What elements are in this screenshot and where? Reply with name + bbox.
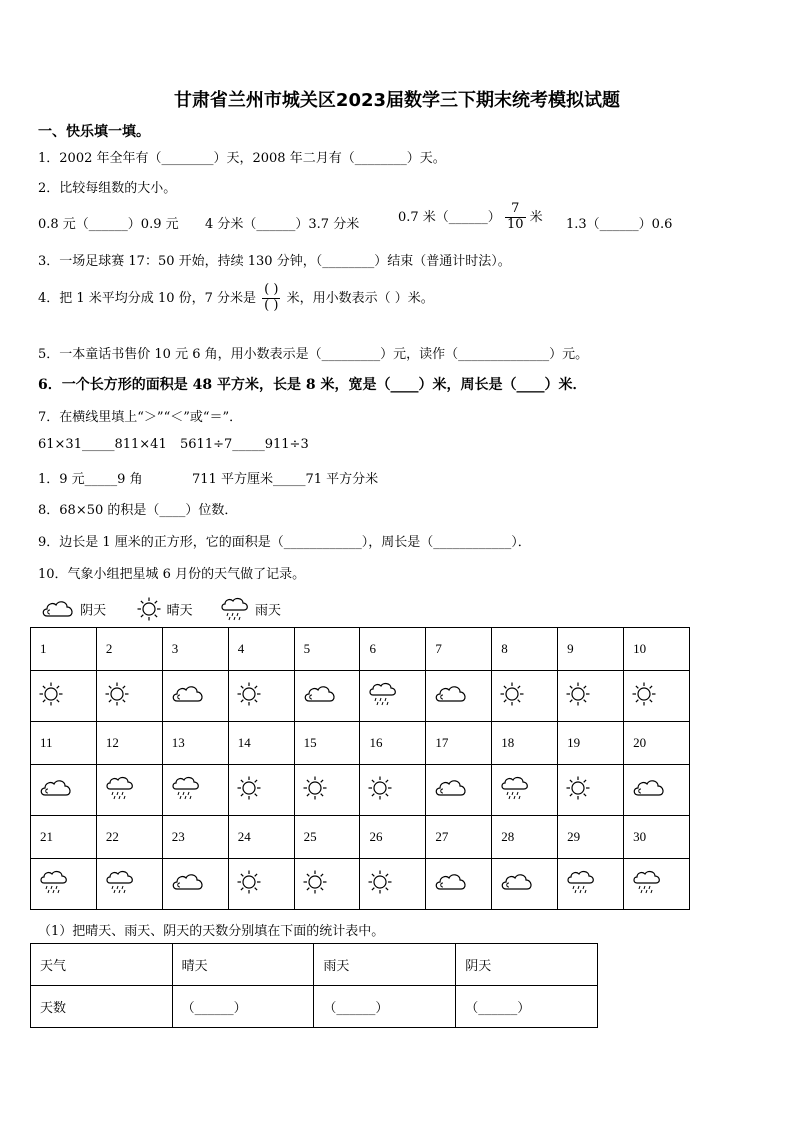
calendar-day-number: 2 xyxy=(96,628,162,671)
calendar-weather-cell xyxy=(360,859,426,910)
fraction-denominator: 10 xyxy=(506,216,524,232)
cloud-icon xyxy=(38,776,74,804)
rain-cloud-icon xyxy=(104,868,136,900)
calendar-day-number: 17 xyxy=(426,722,492,765)
table-cell: 雨天 xyxy=(314,944,456,986)
legend-cloudy-label: 阴天 xyxy=(80,603,107,619)
calendar-weather-cell xyxy=(228,765,294,816)
q2-item-b: 4 分米（______）3.7 分米 xyxy=(205,217,360,232)
rain-cloud-icon xyxy=(38,868,70,900)
calendar-day-number: 23 xyxy=(162,816,228,859)
cloud-icon xyxy=(433,776,469,804)
calendar-day-number: 19 xyxy=(558,722,624,765)
table-row xyxy=(31,986,598,1028)
calendar-day-number: 3 xyxy=(162,628,228,671)
calendar-day-number: 12 xyxy=(96,722,162,765)
sun-icon xyxy=(236,869,262,899)
cloud-icon xyxy=(170,682,206,710)
fraction-numerator: 7 xyxy=(505,202,526,218)
question-4-post: 米，用小数表示（ ）米。 xyxy=(286,290,434,306)
q2-item-c xyxy=(398,202,543,233)
question-5: 5．一本童话书售价 10 元 6 角，用小数表示是（_________）元，读作（______________）元。 xyxy=(38,347,589,362)
calendar-weather-cell xyxy=(558,765,624,816)
sub-question-1: （1）把晴天、雨天、阴天的天数分别填在下面的统计表中。 xyxy=(38,924,385,939)
sun-icon xyxy=(136,596,162,626)
answer-blank-sunny[interactable]: （______） xyxy=(172,986,314,1028)
calendar-day-number: 26 xyxy=(360,816,426,859)
calendar-weather-cell xyxy=(162,859,228,910)
calendar-day-number: 30 xyxy=(624,816,690,859)
calendar-day-number: 7 xyxy=(426,628,492,671)
sun-icon xyxy=(38,681,64,711)
table-cell: 天数 xyxy=(31,986,173,1028)
calendar-weather-cell xyxy=(162,671,228,722)
calendar-day-number: 8 xyxy=(492,628,558,671)
calendar-weather-cell xyxy=(426,765,492,816)
calendar-weather-row xyxy=(31,859,690,910)
sun-icon xyxy=(631,681,657,711)
sun-icon xyxy=(565,775,591,805)
q7-row2-b: 711 平方厘米_____71 平方分米 xyxy=(192,472,379,487)
calendar-day-number: 13 xyxy=(162,722,228,765)
table-header-row xyxy=(31,944,598,986)
calendar-weather-row xyxy=(31,671,690,722)
calendar-weather-cell xyxy=(624,859,690,910)
calendar-day-row xyxy=(31,628,690,671)
calendar-day-row xyxy=(31,816,690,859)
calendar-day-number: 14 xyxy=(228,722,294,765)
rain-cloud-icon xyxy=(104,774,136,806)
calendar-day-number: 20 xyxy=(624,722,690,765)
calendar-weather-cell xyxy=(294,765,360,816)
question-7: 7．在横线里填上“＞”“＜”或“＝”． xyxy=(38,410,243,425)
q2-item-a: 0.8 元（______）0.9 元 xyxy=(38,217,179,232)
calendar-day-number: 4 xyxy=(228,628,294,671)
calendar-day-number: 10 xyxy=(624,628,690,671)
calendar-weather-cell xyxy=(31,859,97,910)
question-1: 1．2002 年全年有（________）天，2008 年二月有（________）天。 xyxy=(38,151,446,166)
question-4 xyxy=(38,283,434,314)
calendar-day-number: 15 xyxy=(294,722,360,765)
rain-cloud-icon xyxy=(219,595,251,627)
calendar-weather-cell xyxy=(558,859,624,910)
calendar-day-row xyxy=(31,722,690,765)
calendar-weather-cell xyxy=(360,765,426,816)
calendar-weather-cell xyxy=(492,671,558,722)
question-8: 8．68×50 的积是（____）位数． xyxy=(38,503,238,518)
rain-cloud-icon xyxy=(367,680,399,712)
calendar-weather-cell xyxy=(31,765,97,816)
rain-cloud-icon xyxy=(170,774,202,806)
rain-cloud-icon xyxy=(565,868,597,900)
rain-cloud-icon xyxy=(631,868,663,900)
fraction-denominator-blank: ( ) xyxy=(264,297,279,313)
answer-blank-cloudy[interactable]: （______） xyxy=(456,986,598,1028)
calendar-day-number: 22 xyxy=(96,816,162,859)
sun-icon xyxy=(236,681,262,711)
table-cell: 天气 xyxy=(31,944,173,986)
calendar-day-number: 27 xyxy=(426,816,492,859)
sun-icon xyxy=(565,681,591,711)
sun-icon xyxy=(302,775,328,805)
question-4-pre: 4．把 1 米平均分成 10 份，7 分米是 xyxy=(38,290,257,306)
answer-blank-rainy[interactable]: （______） xyxy=(314,986,456,1028)
cloud-icon xyxy=(170,870,206,898)
calendar-weather-cell xyxy=(96,859,162,910)
q2-item-c-post: 米 xyxy=(529,209,543,225)
calendar-day-number: 24 xyxy=(228,816,294,859)
calendar-day-number: 29 xyxy=(558,816,624,859)
calendar-weather-cell xyxy=(624,765,690,816)
calendar-weather-cell xyxy=(162,765,228,816)
page-title: 甘肃省兰州市城关区2023届数学三下期末统考模拟试题 xyxy=(173,90,621,111)
calendar-weather-cell xyxy=(492,859,558,910)
calendar-day-number: 25 xyxy=(294,816,360,859)
calendar-weather-cell xyxy=(492,765,558,816)
question-10: 10．气象小组把星城 6 月份的天气做了记录。 xyxy=(38,567,306,582)
calendar-weather-cell xyxy=(31,671,97,722)
question-2: 2．比较每组数的大小。 xyxy=(38,181,177,196)
sun-icon xyxy=(104,681,130,711)
calendar-weather-cell xyxy=(426,859,492,910)
calendar-weather-row xyxy=(31,765,690,816)
sun-icon xyxy=(236,775,262,805)
fraction-blank xyxy=(262,283,280,314)
calendar-day-number: 28 xyxy=(492,816,558,859)
calendar-day-number: 21 xyxy=(31,816,97,859)
calendar-weather-cell xyxy=(558,671,624,722)
question-3: 3．一场足球赛 17：50 开始，持续 130 分钟，（________）结束（普通计时法）。 xyxy=(38,254,511,269)
sun-icon xyxy=(302,869,328,899)
calendar-day-number: 6 xyxy=(360,628,426,671)
calendar-weather-cell xyxy=(624,671,690,722)
cloud-icon xyxy=(302,682,338,710)
calendar-weather-cell xyxy=(294,671,360,722)
legend-rainy-label: 雨天 xyxy=(255,603,282,619)
calendar-weather-cell xyxy=(228,671,294,722)
calendar-weather-cell xyxy=(96,671,162,722)
cloud-icon xyxy=(40,597,76,625)
calendar-weather-cell xyxy=(96,765,162,816)
calendar-weather-cell xyxy=(426,671,492,722)
fraction xyxy=(505,202,526,233)
weather-calendar xyxy=(30,627,690,910)
table-cell: 阴天 xyxy=(456,944,598,986)
fraction-numerator-blank: ( ) xyxy=(264,282,279,297)
calendar-weather-cell xyxy=(294,859,360,910)
calendar-weather-cell xyxy=(228,859,294,910)
calendar-day-number: 18 xyxy=(492,722,558,765)
legend-sunny-label: 晴天 xyxy=(166,603,193,619)
table-cell: 晴天 xyxy=(172,944,314,986)
q7-row2-a: 1．9 元_____9 角 xyxy=(38,472,143,487)
question-9: 9．边长是 1 厘米的正方形，它的面积是（____________），周长是（____________）． xyxy=(38,535,531,550)
cloud-icon xyxy=(499,870,535,898)
sun-icon xyxy=(367,775,393,805)
calendar-day-number: 5 xyxy=(294,628,360,671)
cloud-icon xyxy=(433,870,469,898)
weather-legend xyxy=(40,595,281,627)
calendar-day-number: 11 xyxy=(31,722,97,765)
sun-icon xyxy=(367,869,393,899)
section-heading: 一、快乐填一填。 xyxy=(38,124,150,140)
cloud-icon xyxy=(433,682,469,710)
q7-row1-b: 5611÷7_____911÷3 xyxy=(180,437,309,452)
q7-row1-a: 61×31_____811×41 xyxy=(38,437,167,452)
calendar-day-number: 1 xyxy=(31,628,97,671)
q2-item-c-pre: 0.7 米（______） xyxy=(398,209,501,225)
calendar-weather-cell xyxy=(360,671,426,722)
statistics-table xyxy=(30,943,598,1028)
rain-cloud-icon xyxy=(499,774,531,806)
q2-item-d: 1.3（______）0.6 xyxy=(566,217,673,232)
question-6: 6．一个长方形的面积是 48 平方米，长是 8 米，宽是（____）米，周长是（____）米． xyxy=(38,377,587,393)
sun-icon xyxy=(499,681,525,711)
calendar-day-number: 16 xyxy=(360,722,426,765)
cloud-icon xyxy=(631,776,667,804)
calendar-day-number: 9 xyxy=(558,628,624,671)
